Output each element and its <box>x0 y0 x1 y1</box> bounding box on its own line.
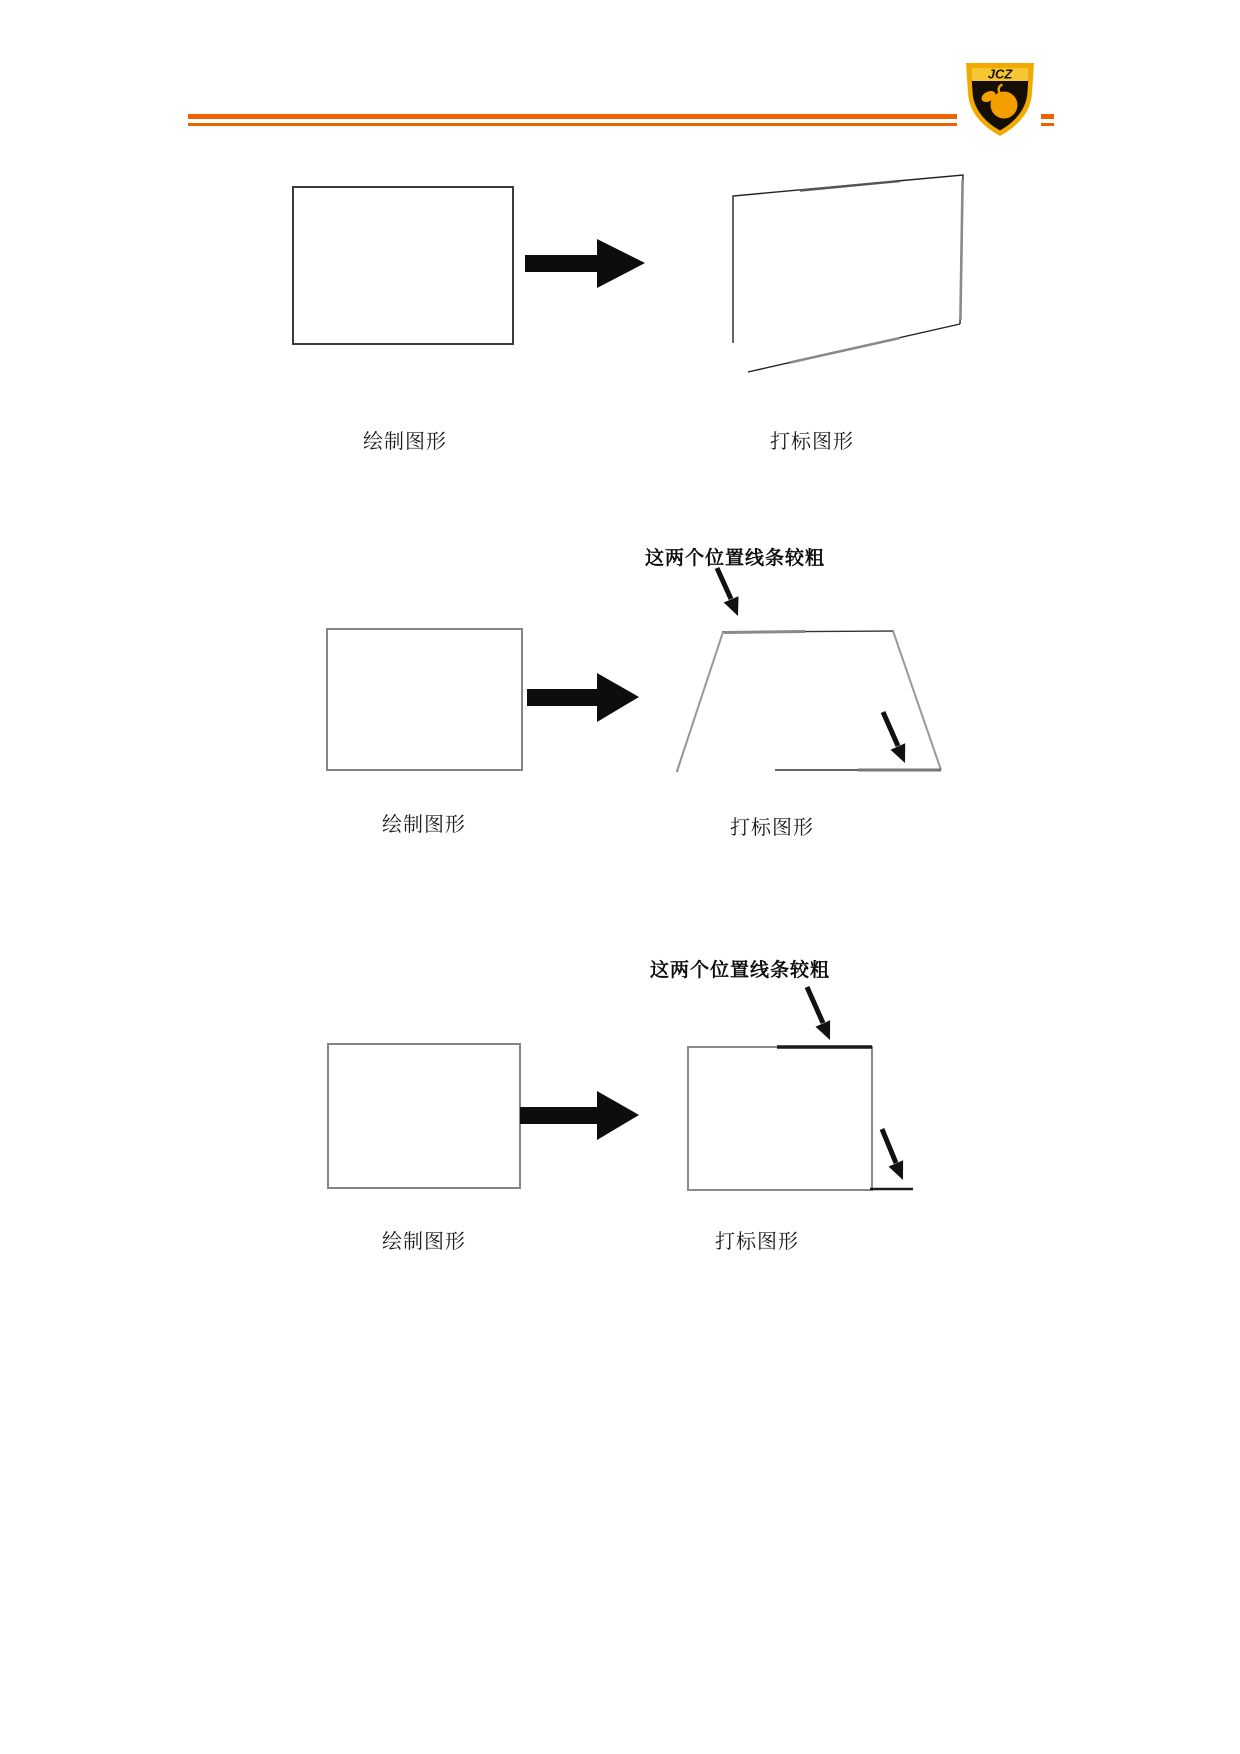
figure3-marked-label: 打标图形 <box>715 1231 799 1253</box>
figure1-marked-shape <box>733 175 963 372</box>
figure2-drawn-label: 绘制图形 <box>382 814 466 836</box>
figure3-drawn-rectangle <box>328 1044 520 1188</box>
figure2-callout-arrow-top-icon <box>717 568 739 616</box>
figure3-callout-arrow-top-icon <box>807 987 830 1040</box>
figure2-transform-arrow-icon <box>527 673 639 722</box>
figure1-transform-arrow-icon <box>525 239 645 288</box>
figure2-annotation: 这两个位置线条较粗 <box>645 548 826 569</box>
figure2-drawn-rectangle <box>327 629 522 770</box>
figure2-marked-label: 打标图形 <box>730 817 814 839</box>
figure3-annotation: 这两个位置线条较粗 <box>650 960 831 981</box>
figure3-transform-arrow-icon <box>520 1091 639 1140</box>
figure3-drawn-label: 绘制图形 <box>382 1231 466 1253</box>
figure1-drawn-rectangle <box>293 187 513 344</box>
figure1-drawn-label: 绘制图形 <box>363 431 447 453</box>
figure1-marked-label: 打标图形 <box>770 431 854 453</box>
figure3-marked-shape <box>688 1047 913 1190</box>
figure3-callout-arrow-bottom-icon <box>882 1129 903 1180</box>
logo-text: JCZ <box>987 66 1013 82</box>
figure2-callout-arrow-bottom-icon <box>883 712 905 763</box>
